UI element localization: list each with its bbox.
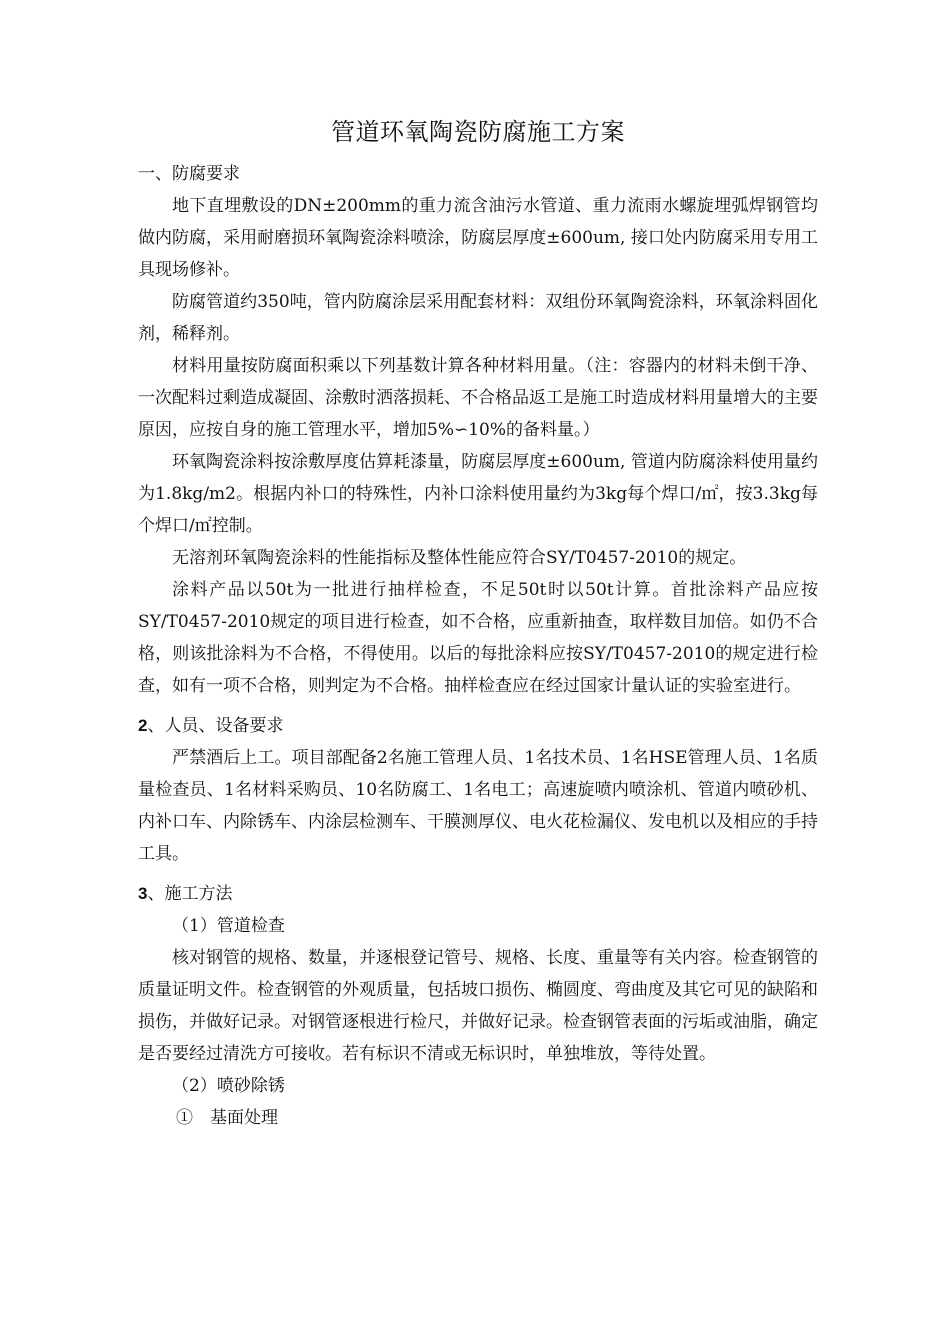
- subsection-pipe-inspection: （1）管道检查: [172, 916, 285, 936]
- section-3-heading: [138, 878, 818, 910]
- section-2-paragraph: 严禁酒后上工。项目部配备2名施工管理人员、1名技术员、1名HSE管理人员、1名质量检查员、1名材料采购员、10名防腐工、1名电工；高速旋喷内喷涂机、管道内喷砂机、内补口车、内除锈车、内涂层检测车、干膜测厚仪、电火花检漏仪、发电机以及相应的手持工具。: [138, 748, 818, 864]
- subsection-surface-treatment: ① 基面处理: [176, 1108, 278, 1128]
- subsection-sandblasting: （2）喷砂除锈: [172, 1076, 285, 1096]
- section-1-heading: 一、防腐要求: [138, 164, 240, 184]
- section-1-paragraph: 环氧陶瓷涂料按涂敷厚度估算耗漆量，防腐层厚度±600um, 管道内防腐涂料使用量约为1.8kg/m2。根据内补口的特殊性，内补口涂料使用量约为3kg每个焊口/㎡，按3.3kg每个焊口/㎡控制。: [138, 452, 818, 536]
- section-3-number: 3: [138, 884, 148, 903]
- section-2-heading: [138, 710, 818, 742]
- section-1-paragraph: 地下直埋敷设的DN±200mm的重力流含油污水管道、重力流雨水螺旋埋弧焊钢管均做内防腐，采用耐磨损环氧陶瓷涂料喷涂，防腐层厚度±600um, 接口处内防腐采用专用工具现场修补。: [138, 196, 818, 280]
- section-1-paragraph: 涂料产品以50t为一批进行抽样检查，不足50t时以50t计算。首批涂料产品应按SY/T0457-2010规定的项目进行检查，如不合格，应重新抽查，取样数目加倍。如仍不合格，则该批涂料为不合格，不得使用。以后的每批涂料应按SY/T0457-2010的规定进行检查，如有一项不合格，则判定为不合格。抽样检查应在经过国家计量认证的实验室进行。: [138, 580, 818, 696]
- section-3-paragraph: 核对钢管的规格、数量，并逐根登记管号、规格、长度、重量等有关内容。检查钢管的质量证明文件。检查钢管的外观质量，包括坡口损伤、椭圆度、弯曲度及其它可见的缺陷和损伤，并做好记录。对钢管逐根进行检尺，并做好记录。检查钢管表面的污垢或油脂，确定是否要经过清洗方可接收。若有标识不清或无标识时，单独堆放，等待处置。: [138, 948, 818, 1064]
- document-title: 管道环氧陶瓷防腐施工方案: [331, 118, 625, 146]
- section-1-paragraph: 材料用量按防腐面积乘以下列基数计算各种材料用量。（注：容器内的材料未倒干净、一次配料过剩造成凝固、涂敷时洒落损耗、不合格品返工是施工时造成材料用量增大的主要原因，应按自身的施工管理水平，增加5%∽10%的备料量。）: [138, 356, 818, 440]
- section-1-paragraph: 防腐管道约350吨，管内防腐涂层采用配套材料：双组份环氧陶瓷涂料，环氧涂料固化剂，稀释剂。: [138, 292, 818, 344]
- section-2-number: 2: [138, 716, 148, 735]
- section-1-paragraph: 无溶剂环氧陶瓷涂料的性能指标及整体性能应符合SY/T0457-2010的规定。: [172, 548, 747, 568]
- document-page: [138, 112, 818, 1134]
- section-3-title: 、施工方法: [147, 884, 233, 904]
- section-2-title: 、人员、设备要求: [147, 716, 284, 736]
